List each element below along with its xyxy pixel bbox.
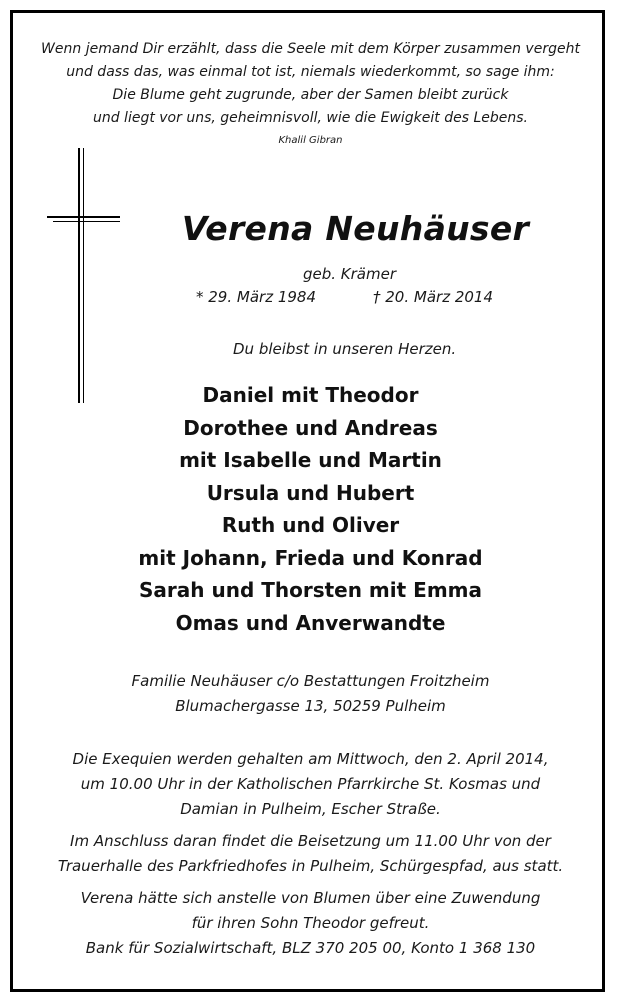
donation-line-2: für ihren Sohn Theodor gefreut. [191, 914, 430, 932]
mourner-line: Sarah und Thorsten mit Emma [139, 578, 482, 602]
mourner-line: Omas und Anverwandte [175, 610, 446, 635]
donation-line-1: Verena hätte sich anstelle von Blumen über eine Zuwendung [80, 889, 541, 907]
bank-details: Bank für Sozialwirtschaft, BLZ 370 205 00, Konto 1 368 130 [85, 939, 536, 957]
mourners-list [13, 379, 608, 639]
mourner-line: Ruth und Oliver [221, 513, 400, 537]
mourner-line: Daniel mit Theodor [202, 383, 419, 407]
mourner-line: Ursula und Hubert [206, 480, 415, 505]
service-line-3: Damian in Pulheim, Escher Straße. [180, 800, 441, 818]
death-date: † 20. März 2014 [373, 288, 494, 306]
maiden-name: geb. Krämer [303, 265, 397, 283]
quote-line-4: und liegt vor uns, geheimnisvoll, wie die Ewigkeit des Lebens. [92, 110, 529, 126]
address-line-2: Blumachergasse 13, 50259 Pulheim [175, 697, 446, 715]
mourner-line: mit Johann, Frieda und Konrad [138, 545, 483, 570]
mourner-line: Dorothee und Andreas [183, 415, 438, 440]
service-line-1: Die Exequien werden gehalten am Mittwoch, den 2. April 2014, [72, 750, 549, 768]
quote-author: Khalil Gibran [278, 135, 343, 146]
burial-line-2: Trauerhalle des Parkfriedhofes in Pulheim, Schürgespfad, aus statt. [57, 857, 564, 875]
deceased-name: Verena Neuhäuser [181, 209, 530, 248]
address-line-1: Familie Neuhäuser c/o Bestattungen Froitzheim [131, 672, 490, 690]
mourner-line: mit Isabelle und Martin [179, 448, 442, 472]
dedication: Du bleibst in unseren Herzen. [233, 340, 457, 358]
quote-line-2: und dass das, was einmal tot ist, niemals wiederkommt, so sage ihm: [66, 64, 555, 80]
service-line-2: um 10.00 Uhr in der Katholischen Pfarrkirche St. Kosmas und [80, 775, 541, 793]
quote-line-3: Die Blume geht zugrunde, aber der Samen bleibt zurück [112, 87, 509, 103]
birth-date: * 29. März 1984 [196, 288, 317, 306]
burial-line-1: Im Anschluss daran findet die Beisetzung um 11.00 Uhr von der [70, 832, 551, 850]
quote-line-1: Wenn jemand Dir erzählt, dass die Seele mit dem Körper zusammen vergeht [41, 41, 580, 57]
obituary-frame [10, 10, 605, 992]
